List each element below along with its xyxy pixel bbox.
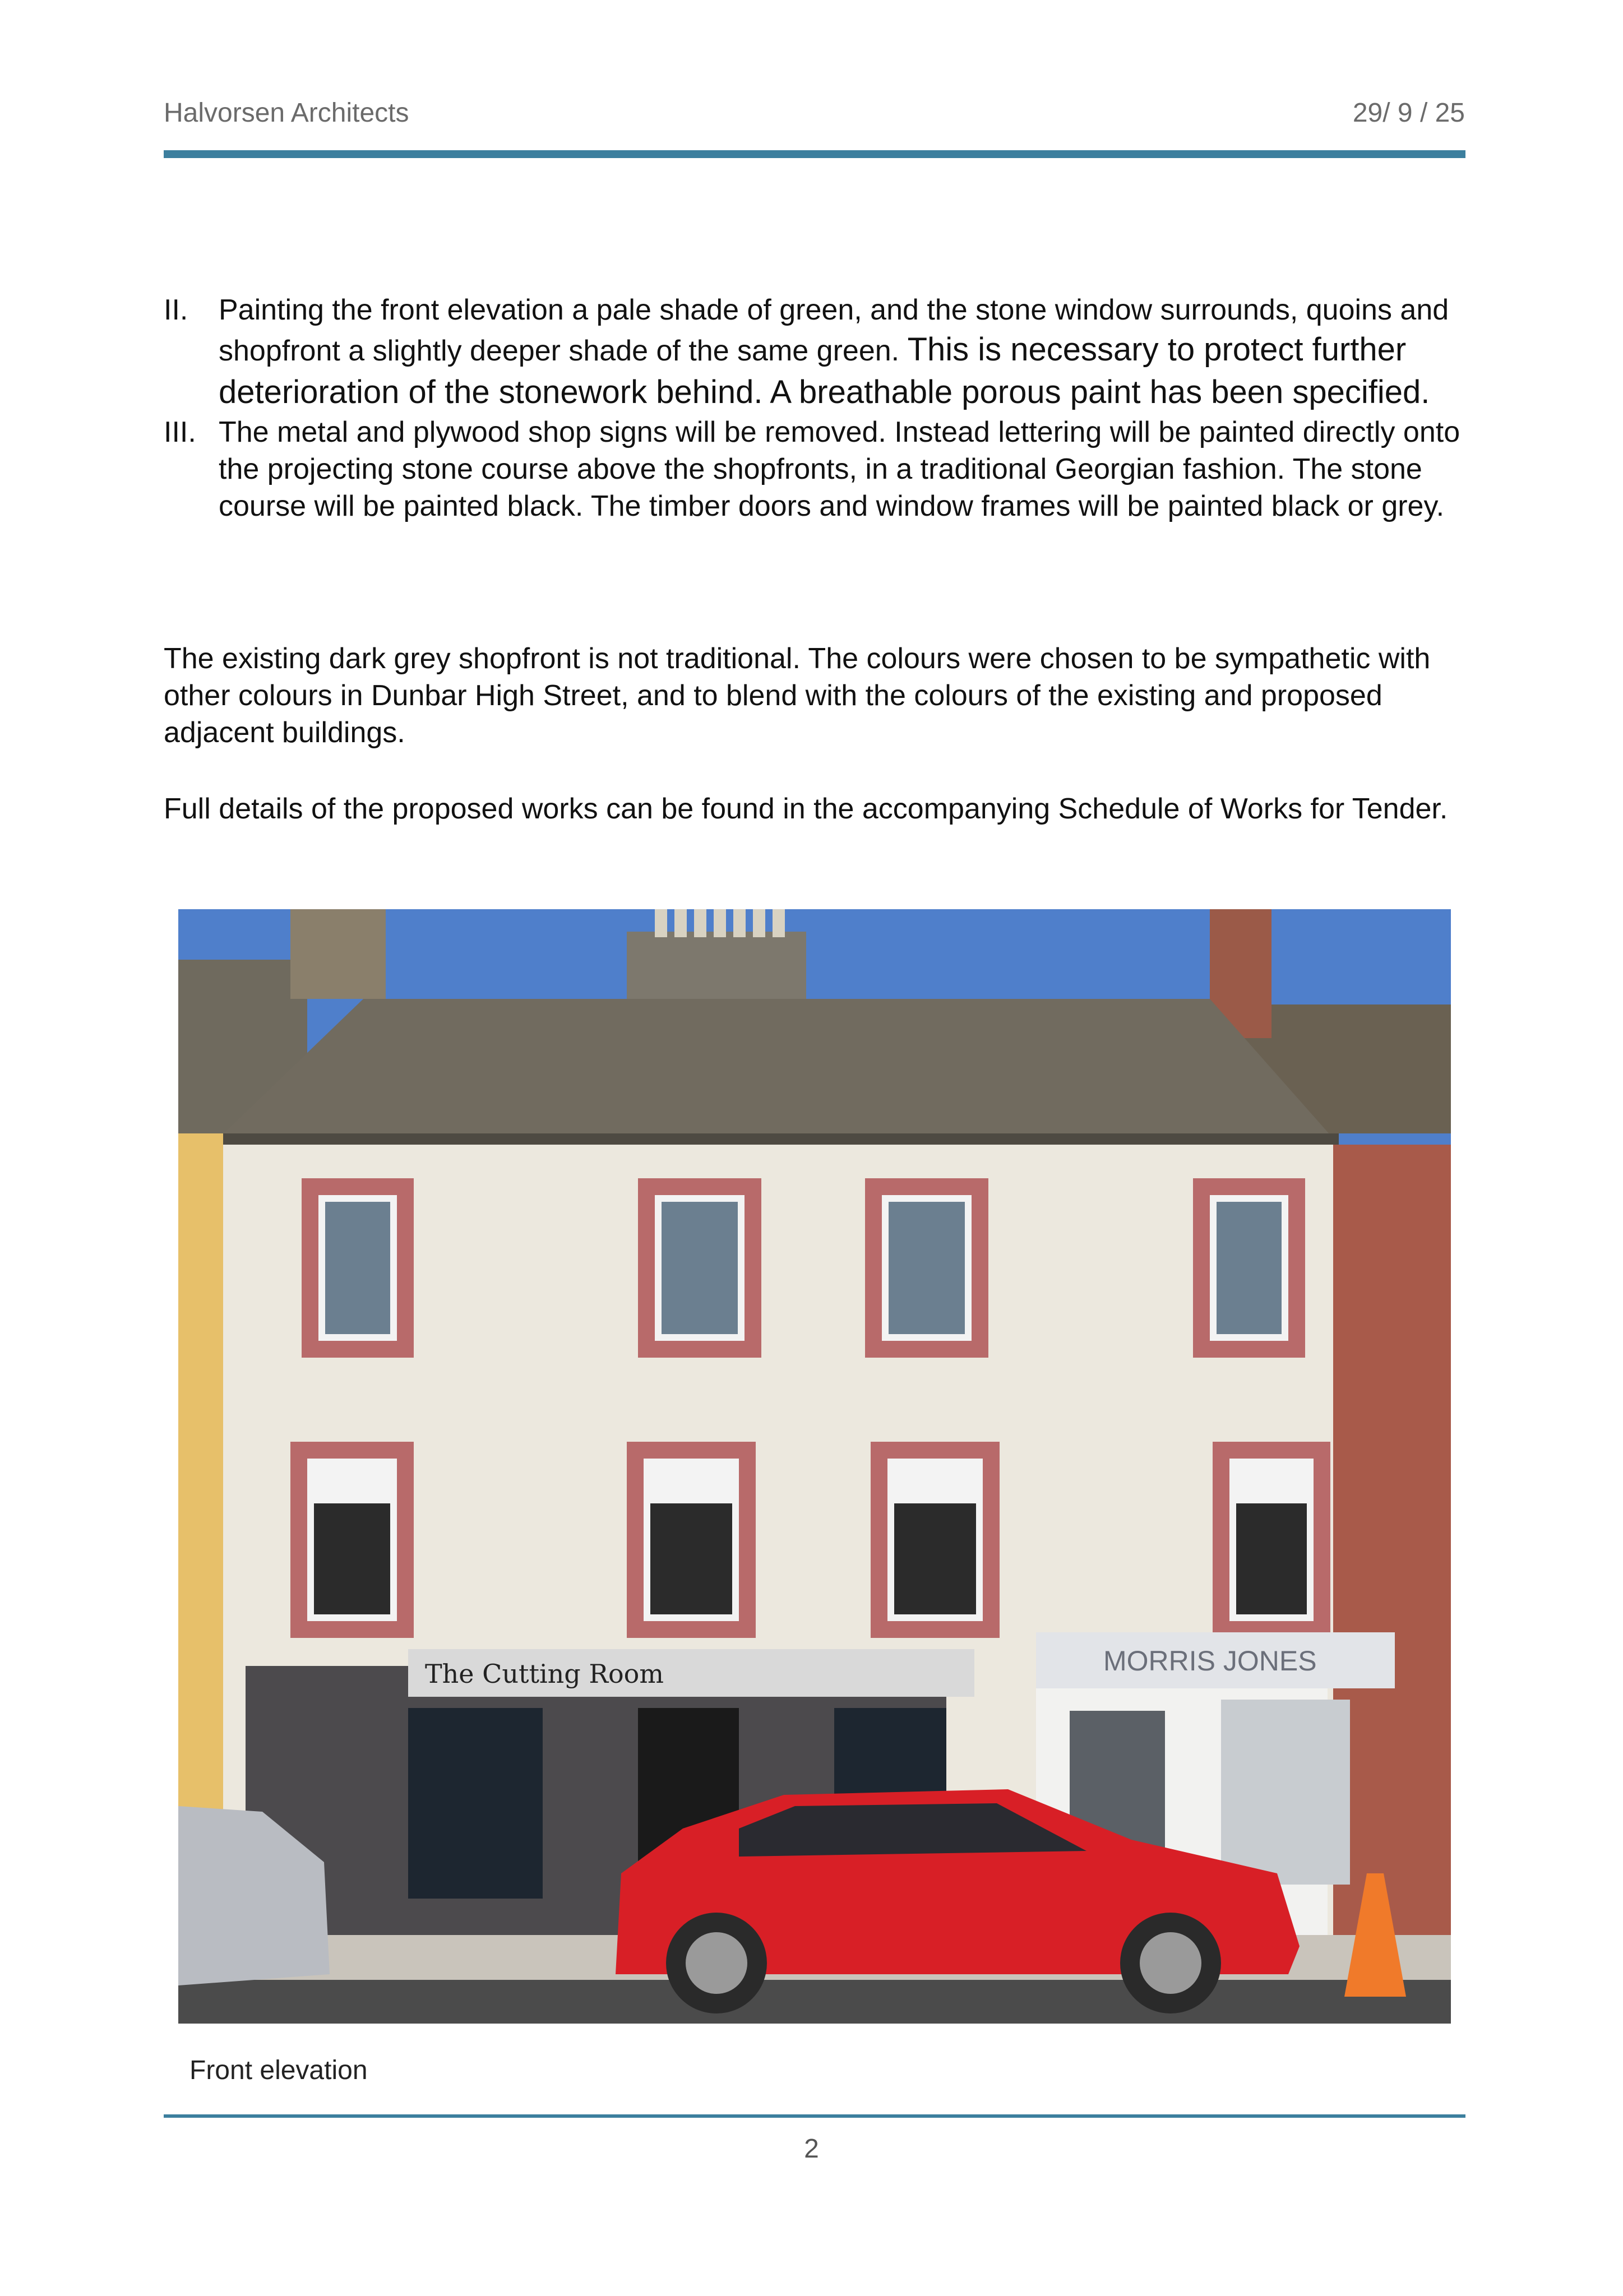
photo-caption: Front elevation: [189, 2056, 368, 2085]
morris-jones-sign: MORRIS JONES: [1103, 1645, 1317, 1677]
right-neighbour-wall: [1333, 1145, 1451, 2024]
header-date: 29/ 9 / 25: [1352, 98, 1465, 128]
list-number: II.: [164, 294, 188, 326]
works-list: [164, 291, 1470, 525]
list-text: The metal and plywood shop signs will be removed. Instead lettering will be painted directly onto the projecting stone course above the shopfronts, in a traditional Georgian fashion. The stone course will be painted black. The timber doors and window frames will be painted black or grey.: [219, 416, 1460, 522]
list-number: III.: [164, 416, 196, 448]
left-chimney: [290, 909, 386, 999]
eaves: [212, 1133, 1339, 1145]
header-company: Halvorsen Architects: [164, 98, 409, 128]
header-rule: [164, 150, 1465, 158]
cutting-room-sign: The Cutting Room: [425, 1659, 664, 1689]
paragraph-shopfront: The existing dark grey shopfront is not traditional. The colours were chosen to be sympathetic with other colours in Dunbar High Street, and to blend with the colours of the existing and proposed adjacent buildings.: [164, 642, 1431, 749]
list-text: Painting the front elevation a pale shade of green, and the stone window surrounds, quoins and shopfront a slightly deeper shade of the same green.: [219, 294, 1449, 367]
right-shop-window: [1221, 1700, 1350, 1885]
list-item-ii: [164, 291, 1470, 414]
paragraph-schedule: Full details of the proposed works can be found in the accompanying Schedule of Works for Tender.: [164, 793, 1448, 825]
main-roof: [212, 999, 1339, 1145]
front-elevation-photo: [178, 909, 1451, 2024]
page-number: 2: [804, 2134, 819, 2164]
list-text-large: This is necessary to protect further deterioration of the stonework behind. A breathable porous paint has been specified.: [219, 331, 1430, 410]
list-item-iii: [164, 414, 1470, 525]
left-shop-window: [408, 1708, 543, 1899]
footer-rule: [164, 2114, 1465, 2118]
road: [178, 1980, 1451, 2024]
